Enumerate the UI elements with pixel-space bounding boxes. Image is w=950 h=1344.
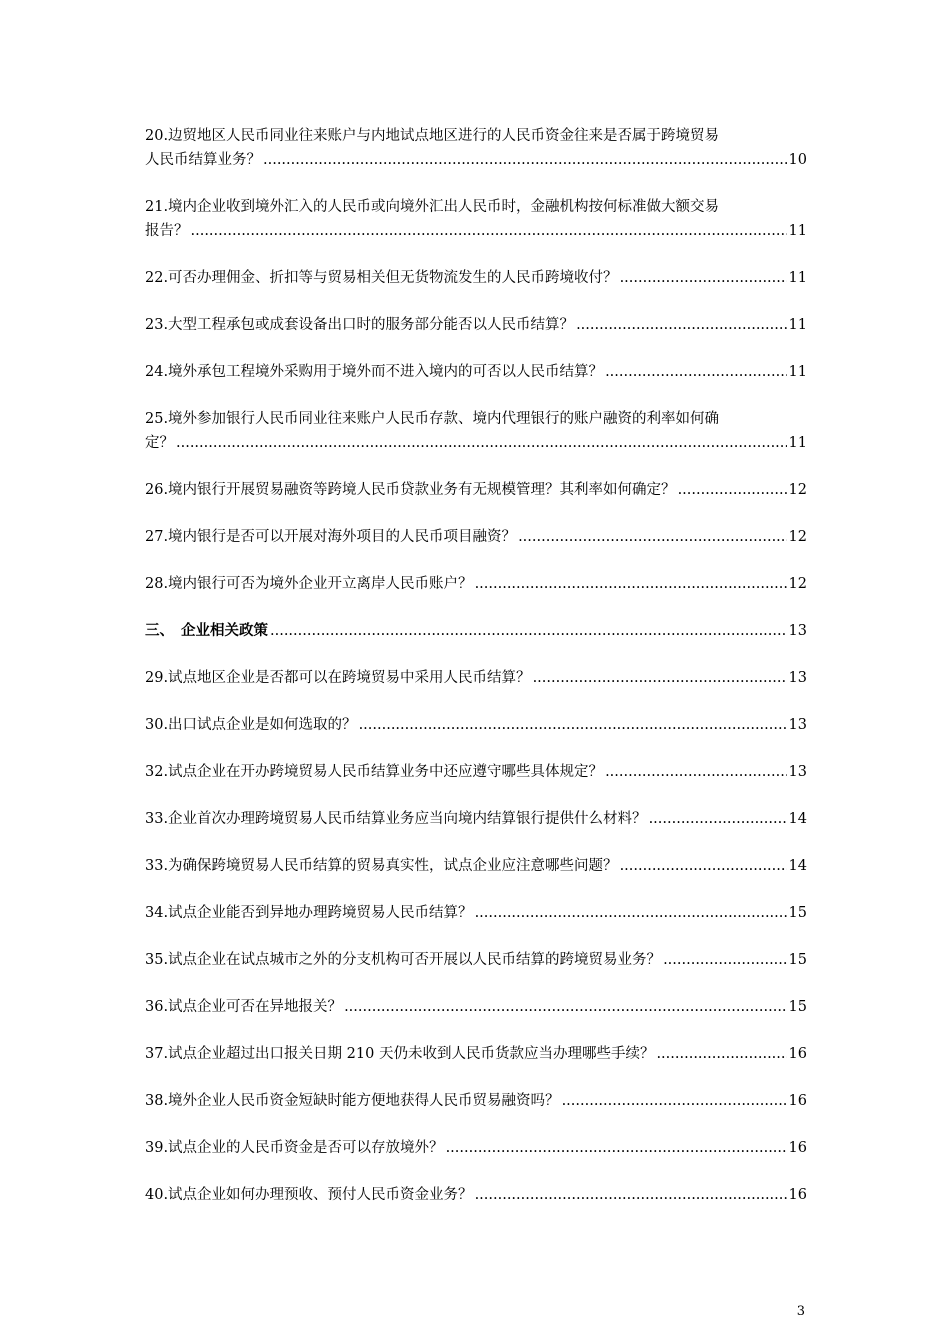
dot-leader (649, 807, 787, 831)
dot-leader (605, 760, 786, 784)
toc-entry-title: 36.试点企业可否在异地报关？ (145, 999, 343, 1015)
toc-entry[interactable] (145, 124, 807, 195)
page-number: 3 (796, 1304, 805, 1319)
toc-page-number: 16 (788, 1140, 807, 1156)
toc-entry[interactable] (145, 360, 807, 407)
toc-entry-title: 23.大型工程承包或成套设备出口时的服务部分能否以人民币结算？ (145, 317, 575, 333)
section-title: 企业相关政策 (181, 622, 268, 639)
toc-entry[interactable] (145, 807, 807, 854)
toc-entry[interactable] (145, 572, 807, 619)
dot-leader (475, 1183, 787, 1207)
toc-entry[interactable] (145, 948, 807, 995)
toc-entry[interactable] (145, 407, 807, 478)
toc-entry[interactable] (145, 1042, 807, 1089)
toc-page-number: 14 (788, 858, 807, 874)
toc-page-number: 15 (788, 999, 807, 1015)
toc-entry-title: 38.境外企业人民币资金短缺时能方便地获得人民币贸易融资吗？ (145, 1093, 560, 1109)
section-number: 三、 (145, 622, 174, 639)
toc-entry-title: 24.境外承包工程境外采购用于境外而不进入境内的可否以人民币结算？ (145, 364, 604, 380)
toc-entry-title: 26.境内银行开展贸易融资等跨境人民币贷款业务有无规模管理？其利率如何确定？ (145, 482, 676, 498)
toc-page-number: 16 (788, 1187, 807, 1203)
dot-leader (191, 219, 787, 243)
toc-entry[interactable] (145, 1089, 807, 1136)
dot-leader (270, 619, 787, 643)
toc-page-number: 13 (788, 717, 807, 733)
toc-page-number: 16 (788, 1046, 807, 1062)
dot-leader (663, 948, 786, 972)
toc-entry-title: 35.试点企业在试点城市之外的分支机构可否开展以人民币结算的跨境贸易业务？ (145, 952, 662, 968)
toc-entry[interactable] (145, 1136, 807, 1183)
toc-entry[interactable] (145, 195, 807, 266)
toc-entry-title: 40.试点企业如何办理预收、预付人民币资金业务？ (145, 1187, 473, 1203)
toc-entry-title: 37.试点企业超过出口报关日期 210 天仍未收到人民币货款应当办理哪些手续？ (145, 1046, 655, 1062)
toc-entry-title-line1: 20.边贸地区人民币同业往来账户与内地试点地区进行的人民币资金往来是否属于跨境贸易 (145, 128, 720, 144)
toc-page-number: 13 (788, 764, 807, 780)
toc-page-number: 13 (788, 623, 807, 639)
dot-leader (620, 266, 787, 290)
toc-page-number: 16 (788, 1093, 807, 1109)
toc-entry[interactable] (145, 995, 807, 1042)
toc-page-number: 11 (788, 317, 807, 333)
dot-leader (576, 313, 786, 337)
toc-entry[interactable] (145, 713, 807, 760)
toc-page-number: 12 (788, 482, 807, 498)
toc-entry-title: 28.境内银行可否为境外企业开立离岸人民币账户？ (145, 576, 473, 592)
dot-leader (475, 572, 787, 596)
toc-page-number: 12 (788, 529, 807, 545)
toc-entry[interactable] (145, 760, 807, 807)
toc-entry-title-line2: 人民币结算业务？ (145, 152, 261, 168)
toc-entry-title-line2: 报告？ (145, 223, 189, 239)
toc-entry[interactable] (145, 525, 807, 572)
toc-page-number: 11 (788, 435, 807, 451)
dot-leader (533, 666, 787, 690)
toc-page-number: 13 (788, 670, 807, 686)
toc-entry[interactable] (145, 313, 807, 360)
dot-leader (656, 1042, 786, 1066)
dot-leader (446, 1136, 787, 1160)
toc-entry-title: 33.企业首次办理跨境贸易人民币结算业务应当向境内结算银行提供什么材料？ (145, 811, 647, 827)
dot-leader (176, 431, 787, 455)
dot-leader (605, 360, 786, 384)
toc-page-number: 10 (788, 152, 807, 168)
toc-entry[interactable] (145, 478, 807, 525)
dot-leader (562, 1089, 787, 1113)
toc-entry[interactable] (145, 901, 807, 948)
toc-page-number: 15 (788, 952, 807, 968)
toc-entry[interactable] (145, 1183, 807, 1230)
table-of-contents (145, 124, 807, 1230)
toc-entry-title: 22.可否办理佣金、折扣等与贸易相关但无货物流发生的人民币跨境收付？ (145, 270, 618, 286)
toc-page-number: 12 (788, 576, 807, 592)
toc-entry-title: 29.试点地区企业是否都可以在跨境贸易中采用人民币结算？ (145, 670, 531, 686)
toc-entry-title-line1: 21.境内企业收到境外汇入的人民币或向境外汇出人民币时，金融机构按何标准做大额交易 (145, 199, 720, 215)
dot-leader (344, 995, 786, 1019)
dot-leader (678, 478, 787, 502)
toc-entry[interactable] (145, 854, 807, 901)
toc-entry-title: 39.试点企业的人民币资金是否可以存放境外？ (145, 1140, 444, 1156)
toc-page-number: 11 (788, 364, 807, 380)
toc-entry-title: 30.出口试点企业是如何选取的？ (145, 717, 357, 733)
toc-entry-title: 34.试点企业能否到异地办理跨境贸易人民币结算？ (145, 905, 473, 921)
toc-entry-title: 33.为确保跨境贸易人民币结算的贸易真实性，试点企业应注意哪些问题？ (145, 858, 618, 874)
dot-leader (518, 525, 786, 549)
toc-entry-title-line2: 定？ (145, 435, 174, 451)
toc-entry-title-line1: 25.境外参加银行人民币同业往来账户人民币存款、境内代理银行的账户融资的利率如何确 (145, 411, 720, 427)
toc-entry[interactable] (145, 266, 807, 313)
toc-entry-title: 27.境内银行是否可以开展对海外项目的人民币项目融资？ (145, 529, 517, 545)
toc-page-number: 11 (788, 223, 807, 239)
toc-page-number: 14 (788, 811, 807, 827)
toc-page-number: 15 (788, 905, 807, 921)
dot-leader (359, 713, 787, 737)
toc-page-number: 11 (788, 270, 807, 286)
dot-leader (620, 854, 787, 878)
toc-entry[interactable] (145, 666, 807, 713)
dot-leader (263, 148, 787, 172)
toc-section-heading[interactable] (145, 619, 807, 666)
dot-leader (475, 901, 787, 925)
toc-entry-title: 32.试点企业在开办跨境贸易人民币结算业务中还应遵守哪些具体规定？ (145, 764, 604, 780)
